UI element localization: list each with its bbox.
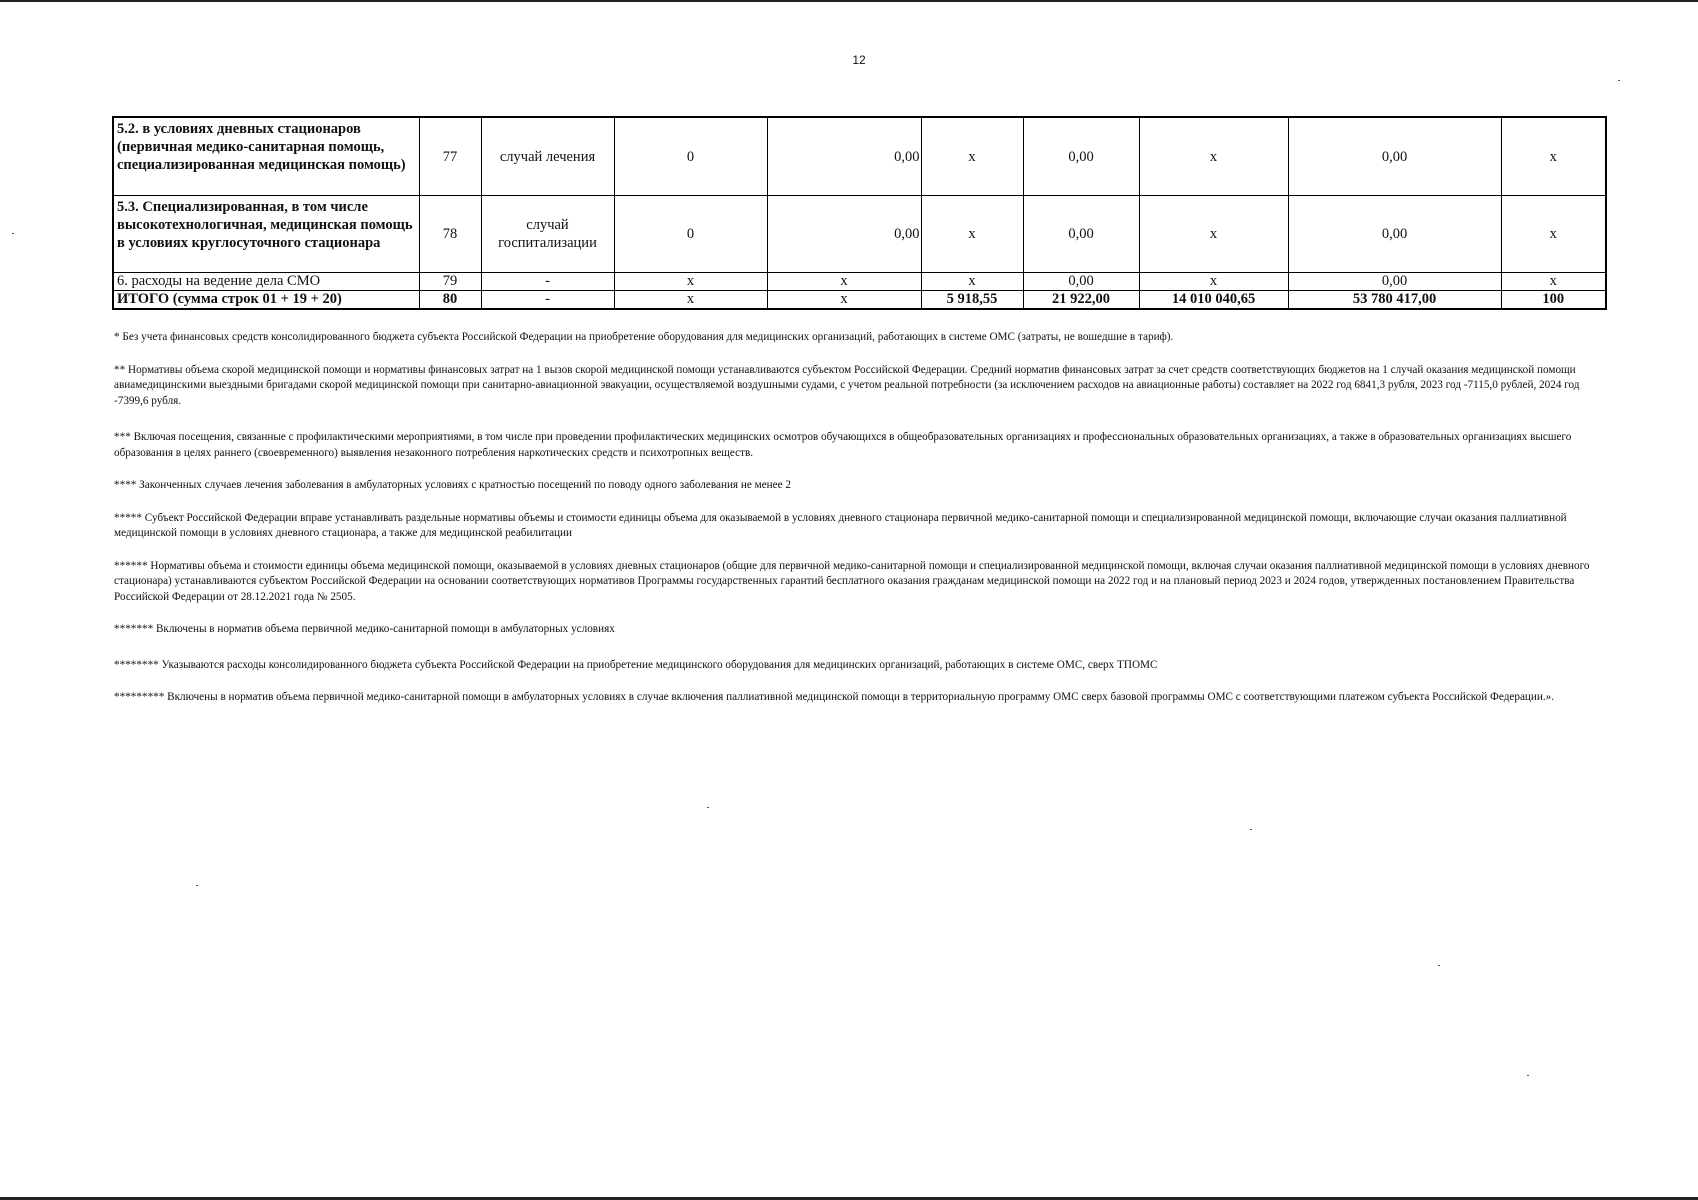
footnote: ******** Указываются расходы консолидированного бюджета субъекта Российской Федерации на приобретение медицинского оборудования для медицинских организаций, работающих в системе ОМС, сверх ТПОМС [114,658,1158,671]
row-name: 6. расходы на ведение дела СМО [113,273,419,291]
unit-cell: - [481,273,614,291]
page-number: 12 [852,53,866,67]
scan-speck [707,807,709,808]
unit-cell: случай госпитализации [481,196,614,273]
table-cell: 53 780 417,00 [1288,291,1501,310]
table-cell: x [1501,273,1606,291]
table-cell: 0,00 [1288,196,1501,273]
row-name: 5.2. в условиях дневных стационаров (первичная медико-санитарная помощь, специализированная медицинская помощь) [113,117,419,196]
table-row-total [113,291,1606,310]
table-cell: 0 [614,196,767,273]
table-cell: 5 918,55 [921,291,1023,310]
scan-speck [1250,829,1252,830]
table-cell: x [767,273,921,291]
row-number: 79 [419,273,481,291]
table-cell: 0,00 [767,117,921,196]
table-cell: 100 [1501,291,1606,310]
table-cell: 0,00 [1288,273,1501,291]
scan-speck [1618,80,1620,81]
table-cell: 0,00 [1023,196,1139,273]
table-cell: 0,00 [1288,117,1501,196]
footnote: ***** Субъект Российской Федерации вправе устанавливать раздельные нормативы объемы и стоимости единицы объема для оказываемой в условиях дневного стационара первичной медико-санитарной помощи и специализированной медицинской помощи, включающие случаи оказания паллиативной медицинской помощи в условиях дневного стационара, а также для медицинской реабилитации [114,511,1567,539]
table-cell: 21 922,00 [1023,291,1139,310]
table-row [113,273,1606,291]
row-name: ИТОГО (сумма строк 01 + 19 + 20) [113,291,419,310]
footnote: **** Законченных случаев лечения заболевания в амбулаторных условиях с кратностью посещений по поводу одного заболевания не менее 2 [114,479,791,491]
table-cell: 0 [614,117,767,196]
table-cell: 0,00 [1023,273,1139,291]
table-row [113,196,1606,273]
table-cell: x [767,291,921,310]
footnote: ****** Нормативы объема и стоимости единицы объема медицинской помощи, оказываемой в условиях дневных стационаров (общие для первичной медико-санитарной помощи и специализированной медицинской помощи, включая случаи оказания паллиативной медицинской помощи в условиях дневного стационара) устанавливаются субъектом Российской Федерации на основании соответствующих нормативов Программы государственных гарантий бесплатного оказания гражданам медицинской помощи на 2022 год и на плановый период 2023 и 2024 годов, утвержденных постановлением Правительства Российской Федерации от 28.12.2021 года № 2505. [114,559,1590,603]
table-cell: 14 010 040,65 [1139,291,1288,310]
scan-top-edge [0,0,1698,2]
table-cell: x [1139,273,1288,291]
table-cell: x [614,291,767,310]
unit-cell: - [481,291,614,310]
footnote: ** Нормативы объема скорой медицинской помощи и нормативы финансовых затрат на 1 вызов скорой медицинской помощи устанавливаются субъектом Российской Федерации. Средний норматив финансовых затрат за счет средств соответствующих бюджетов на 1 случай оказания медицинской помощи авиамедицинскими выездными бригадами скорой медицинской помощи при санитарно-авиационной эвакуации, осуществляемой воздушными судами, с учетом реальной потребности (за исключением расходов на авиационные работы) составляет на 2022 год 6841,3 рубля, 2023 год -7115,0 рублей, 2024 год -7399,6 рубля. [114,363,1580,407]
scan-speck [1527,1075,1529,1076]
footnote: * Без учета финансовых средств консолидированного бюджета субъекта Российской Федерации на приобретение оборудования для медицинских организаций, работающих в системе ОМС (затраты, не вошедшие в тариф). [114,331,1174,343]
footnote: ******* Включены в норматив объема первичной медико-санитарной помощи в амбулаторных условиях [114,623,615,635]
row-number: 77 [419,117,481,196]
footnote: ********* Включены в норматив объема первичной медико-санитарной помощи в амбулаторных условиях в случае включения паллиативной медицинской помощи в территориальную программу ОМС сверх базовой программы ОМС с соответствующими платежом субъекта Российской Федерации.». [114,691,1555,703]
footnotes [114,330,1604,723]
table-cell: 0,00 [1023,117,1139,196]
row-name: 5.3. Специализированная, в том числе высокотехнологичная, медицинская помощь в условиях круглосуточного стационара [113,196,419,273]
table-cell: x [1501,117,1606,196]
table-cell: 0,00 [767,196,921,273]
table-cell: x [921,196,1023,273]
budget-table [112,116,1607,310]
table-cell: x [1139,117,1288,196]
table-cell: x [614,273,767,291]
unit-cell: случай лечения [481,117,614,196]
scan-speck [1438,965,1440,966]
row-number: 80 [419,291,481,310]
scan-speck [12,233,14,234]
table-cell: x [1501,196,1606,273]
row-number: 78 [419,196,481,273]
scan-speck [196,885,198,886]
table-cell: x [1139,196,1288,273]
table-cell: x [921,273,1023,291]
footnote: *** Включая посещения, связанные с профилактическими мероприятиями, в том числе при проведении профилактических медицинских осмотров обучающихся в общеобразовательных организациях и профессиональных образовательных организациях, а также в образовательных организациях высшего образования в целях раннего (своевременного) выявления незаконного потребления наркотических средств и психотропных веществ. [114,431,1572,459]
table-row [113,117,1606,196]
table-cell: x [921,117,1023,196]
